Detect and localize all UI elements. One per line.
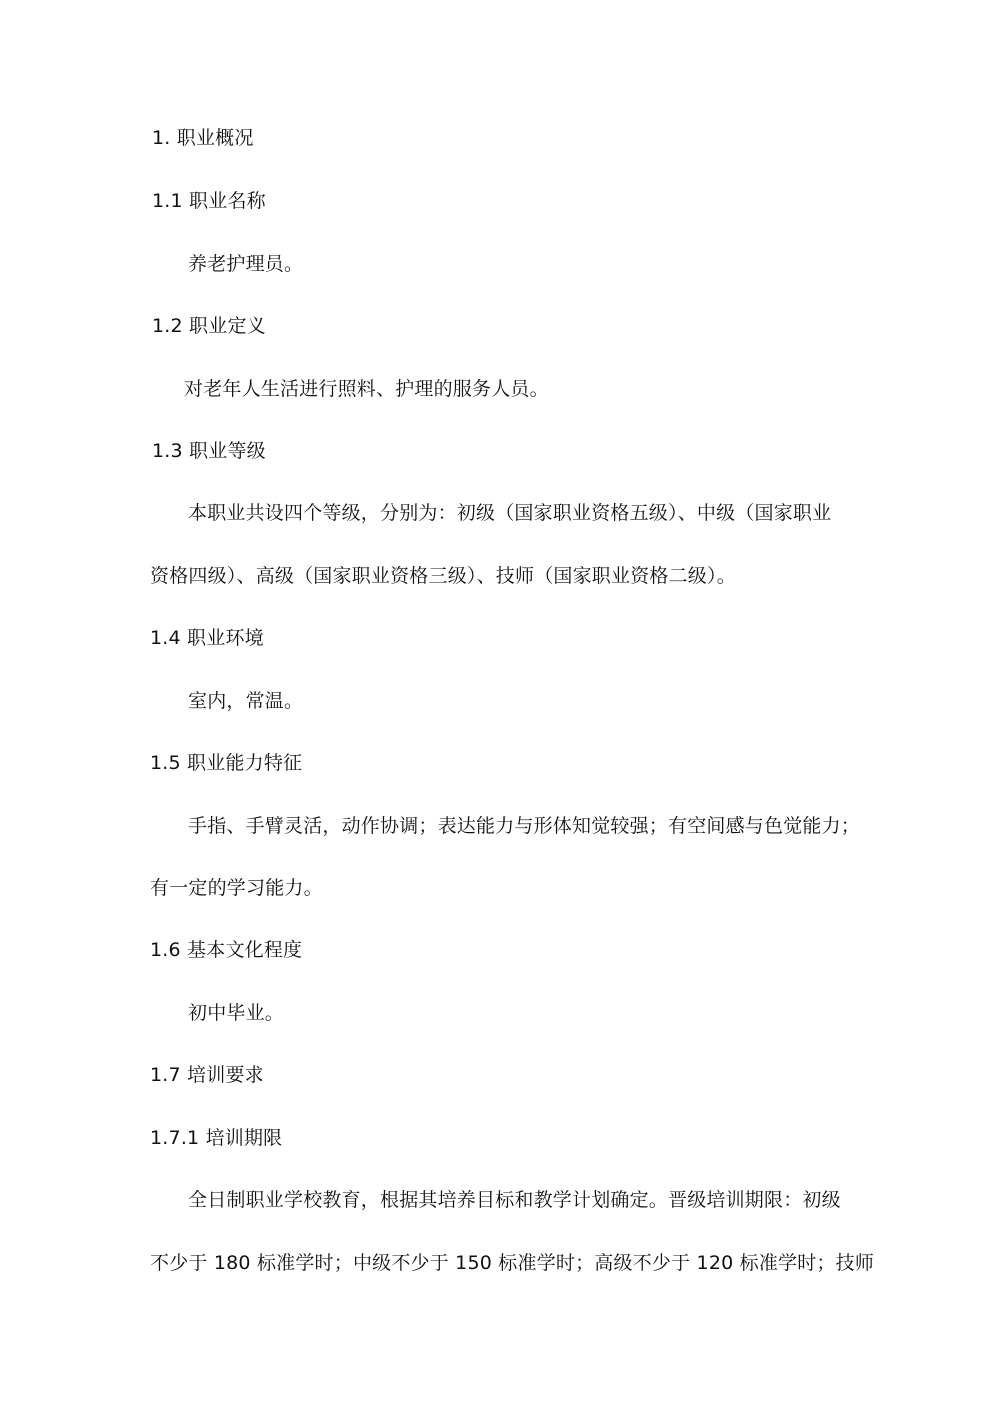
- section-1-1-body: 养老护理员。: [188, 253, 304, 275]
- section-1-7-1-body-line1: 全日制职业学校教育，根据其培养目标和教学计划确定。晋级培训期限：初级: [188, 1189, 841, 1211]
- section-1-2-heading: 1.2 职业定义: [152, 315, 266, 337]
- section-1-3-body-line2: 资格四级）、高级（国家职业资格三级）、技师（国家职业资格二级）。: [150, 565, 736, 587]
- section-1-4-body: 室内，常温。: [188, 690, 304, 712]
- section-1-3-heading: 1.3 职业等级: [152, 440, 266, 462]
- section-1-7-heading: 1.7 培训要求: [150, 1064, 264, 1086]
- section-1-5-body-line2: 有一定的学习能力。: [150, 877, 323, 899]
- section-1-7-1-heading: 1.7.1 培训期限: [150, 1127, 283, 1149]
- section-1-2-body: 对老年人生活进行照料、护理的服务人员。: [184, 378, 549, 400]
- section-1-6-body: 初中毕业。: [188, 1002, 285, 1024]
- section-1-3-body-line1: 本职业共设四个等级，分别为：初级（国家职业资格五级）、中级（国家职业: [188, 502, 832, 524]
- section-1-heading: 1. 职业概况: [152, 127, 254, 149]
- section-1-1-heading: 1.1 职业名称: [152, 190, 266, 212]
- section-1-5-heading: 1.5 职业能力特征: [150, 752, 303, 774]
- section-1-5-body-line1: 手指、手臂灵活，动作协调；表达能力与形体知觉较强；有空间感与色觉能力；: [188, 815, 861, 837]
- section-1-6-heading: 1.6 基本文化程度: [150, 939, 303, 961]
- section-1-4-heading: 1.4 职业环境: [150, 627, 264, 649]
- section-1-7-1-body-line2: 不少于 180 标准学时；中级不少于 150 标准学时；高级不少于 120 标准学时；技师: [150, 1252, 875, 1274]
